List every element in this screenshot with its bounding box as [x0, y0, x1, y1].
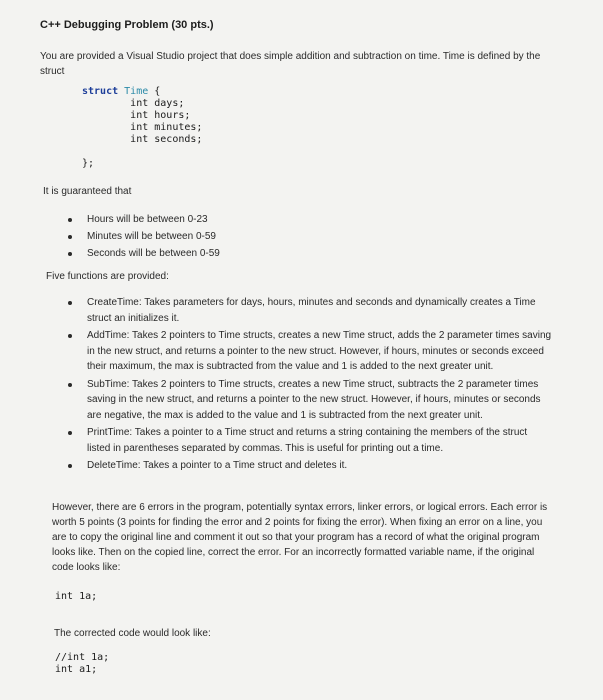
list-item: Seconds will be between 0-59 — [67, 246, 367, 261]
corrected-line-1: //int 1a; — [55, 652, 110, 663]
list-item: Minutes will be between 0-59 — [67, 229, 367, 244]
functions-list — [67, 295, 552, 476]
field-name: seconds; — [148, 134, 203, 145]
list-item: AddTime: Takes 2 pointers to Time structs, creates a new Time struct, adds the 2 parameter times saving in the new struct, and returns a pointer to the new struct. However, if hours, minutes or seconds exceed their maximum, the max is subtracted from the value and 1 is added to the next greater unit. — [67, 328, 552, 375]
corrected-heading: The corrected code would look like: — [54, 628, 211, 639]
intro-paragraph: You are provided a Visual Studio project that does simple addition and subtraction on time. Time is defined by the struct — [40, 51, 541, 77]
field-name: hours; — [148, 110, 191, 121]
struct-code-block — [82, 86, 202, 170]
close-brace: }; — [82, 158, 95, 169]
struct-name: Time — [124, 86, 149, 97]
list-item: Hours will be between 0-23 — [67, 212, 367, 227]
struct-keyword: struct — [82, 86, 119, 97]
field-type: int — [130, 122, 149, 133]
list-item: DeleteTime: Takes a pointer to a Time struct and deletes it. — [67, 458, 552, 474]
original-code-example: int 1a; — [55, 591, 98, 602]
list-item: SubTime: Takes 2 pointers to Time structs, creates a new Time struct, subtracts the 2 parameter times saving in the new struct, and returns a pointer to the new struct. However, if hours, minutes or seconds are negative, the max is added to the value and 1 is subtracted from the next greater unit. — [67, 377, 552, 424]
corrected-line-2: int a1; — [55, 664, 98, 675]
page-title: C++ Debugging Problem (30 pts.) — [40, 19, 214, 31]
open-brace: { — [148, 86, 161, 97]
instructions-paragraph: However, there are 6 errors in the program, potentially syntax errors, linker errors, or logical errors. Each error is worth 5 points (3 points for finding the error and 2 points for fixing the error). When fixing an error on a line, you are to copy the original line and comment it out so that your program has a record of what the original program looks like. Then on the copied line, correct the error. For an incorrectly formatted variable name, if the original code looks like: — [52, 502, 548, 573]
list-item: CreateTime: Takes parameters for days, hours, minutes and seconds and dynamically creates a Time struct an initializes it. — [67, 295, 552, 326]
guarantee-heading: It is guaranteed that — [43, 186, 132, 197]
list-item: PrintTime: Takes a pointer to a Time struct and returns a string containing the members of the struct listed in parentheses separated by commas. This is useful for printing out a time. — [67, 425, 552, 456]
corrected-code-example — [55, 652, 109, 676]
field-type: int — [130, 98, 149, 109]
field-name: days; — [148, 98, 185, 109]
functions-heading: Five functions are provided: — [46, 271, 169, 282]
guarantee-list — [67, 212, 367, 263]
field-type: int — [130, 134, 149, 145]
field-name: minutes; — [148, 122, 203, 133]
field-type: int — [130, 110, 149, 121]
